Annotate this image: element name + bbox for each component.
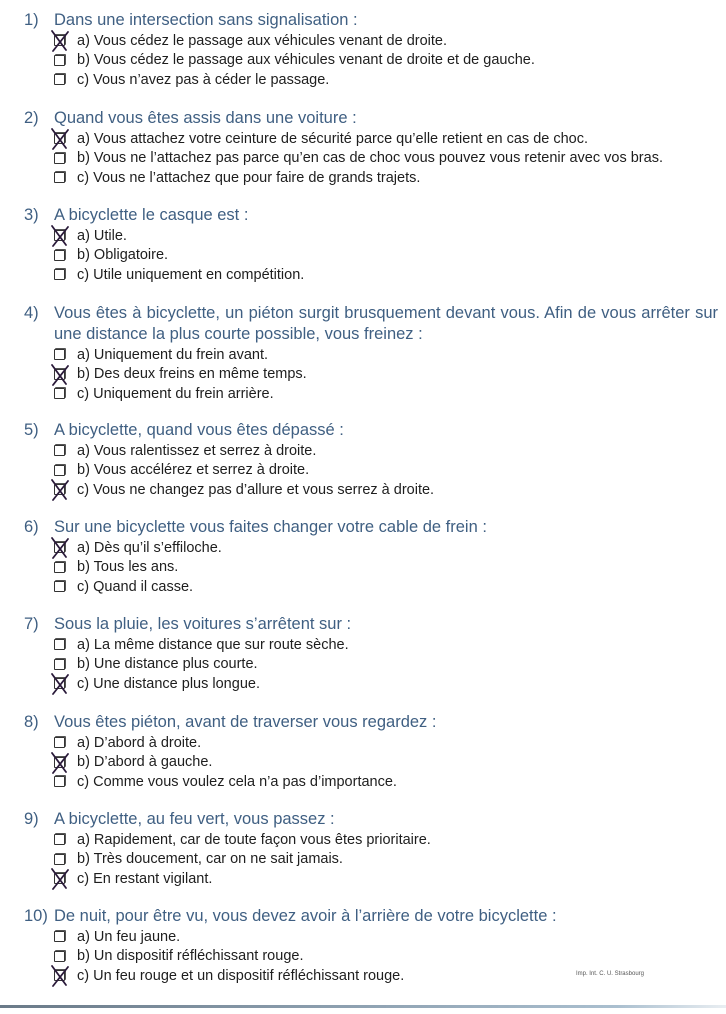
answer-option[interactable] [52, 31, 718, 51]
checkbox-icon[interactable] [54, 931, 65, 942]
question-text: A bicyclette le casque est : [54, 206, 249, 224]
answer-label: a) La même distance que sur route sèche. [77, 636, 349, 653]
printer-credit: Imp. Int. C. U. Strasbourg [575, 971, 644, 977]
question-number: 1) [24, 11, 39, 29]
answer-option[interactable] [52, 149, 718, 169]
question [24, 303, 718, 404]
answer-label: b) Obligatoire. [77, 247, 169, 264]
answer-label: a) Vous ralentissez et serrez à droite. [77, 442, 317, 459]
bottom-rule [0, 1005, 726, 1008]
checkbox-icon[interactable] [54, 153, 65, 164]
answer-label: c) Quand il casse. [77, 578, 194, 595]
question-text: Sur une bicyclette vous faites changer votre cable de frein : [54, 518, 487, 536]
answer-label: b) Vous accélérez et serrez à droite. [77, 462, 310, 479]
checked-box-icon[interactable] [54, 230, 65, 241]
answer-label: c) Un feu rouge et un dispositif réfléchissant rouge. [77, 967, 405, 984]
checkbox-icon[interactable] [54, 349, 65, 360]
handwritten-cross-icon [49, 751, 71, 775]
checked-box-icon[interactable] [54, 369, 65, 380]
checkbox-icon[interactable] [54, 55, 65, 66]
answer-label: c) En restant vigilant. [77, 870, 213, 887]
answer-label: b) Une distance plus courte. [77, 656, 258, 673]
answer-label: c) Vous ne l’attachez que pour faire de grands trajets. [77, 169, 421, 186]
question-number: 3) [24, 206, 39, 224]
question-heading [24, 809, 718, 830]
question-heading [24, 205, 718, 226]
checked-box-icon[interactable] [54, 542, 65, 553]
question [24, 420, 718, 500]
answer-option[interactable] [52, 538, 718, 558]
handwritten-cross-icon [49, 478, 71, 502]
handwritten-cross-icon [49, 867, 71, 891]
answer-option[interactable] [52, 558, 718, 578]
question-number: 8) [24, 713, 39, 731]
checkbox-icon[interactable] [54, 854, 65, 865]
answer-option[interactable] [52, 461, 718, 481]
answer-option[interactable] [52, 753, 718, 773]
checkbox-icon[interactable] [54, 659, 65, 670]
answer-option[interactable] [52, 70, 718, 90]
question-heading [24, 420, 718, 441]
answer-option[interactable] [52, 830, 718, 850]
answer-option[interactable] [52, 168, 718, 188]
answer-label: b) Très doucement, car on ne sait jamais. [77, 851, 343, 868]
question-number: 9) [24, 810, 39, 828]
answer-label: b) Vous cédez le passage aux véhicules venant de droite et de gauche. [77, 52, 535, 69]
question [24, 108, 718, 188]
checkbox-icon[interactable] [54, 445, 65, 456]
checked-box-icon[interactable] [54, 873, 65, 884]
answer-option[interactable] [52, 869, 718, 889]
question [24, 517, 718, 597]
question-number: 4) [24, 304, 39, 322]
question [24, 712, 718, 792]
question-heading [24, 10, 718, 31]
question-text: Vous êtes piéton, avant de traverser vous regardez : [54, 713, 437, 731]
checked-box-icon[interactable] [54, 35, 65, 46]
question-text: Dans une intersection sans signalisation : [54, 11, 358, 29]
checkbox-icon[interactable] [54, 737, 65, 748]
question [24, 205, 718, 285]
checkbox-icon[interactable] [54, 269, 65, 280]
answer-option[interactable] [52, 850, 718, 870]
answer-label: a) Uniquement du frein avant. [77, 346, 269, 363]
question-heading [24, 906, 718, 927]
checkbox-icon[interactable] [54, 74, 65, 85]
answer-option[interactable] [52, 365, 718, 385]
handwritten-cross-icon [49, 536, 71, 560]
answer-label: a) Rapidement, car de toute façon vous êtes prioritaire. [77, 831, 431, 848]
answer-option[interactable] [52, 246, 718, 266]
checked-box-icon[interactable] [54, 757, 65, 768]
answer-option[interactable] [52, 441, 718, 461]
answer-label: a) Un feu jaune. [77, 928, 181, 945]
handwritten-cross-icon [49, 127, 71, 151]
checked-box-icon[interactable] [54, 678, 65, 689]
checkbox-icon[interactable] [54, 951, 65, 962]
answer-label: b) Tous les ans. [77, 559, 179, 576]
checked-box-icon[interactable] [54, 133, 65, 144]
question-text: Quand vous êtes assis dans une voiture : [54, 109, 357, 127]
answer-option[interactable] [52, 927, 718, 947]
answer-label: a) Vous attachez votre ceinture de sécurité parce qu’elle retient en cas de choc. [77, 130, 589, 147]
question-heading [24, 303, 718, 345]
checkbox-icon[interactable] [54, 639, 65, 650]
question-number: 10) [24, 907, 48, 925]
answer-label: b) Des deux freins en même temps. [77, 366, 307, 383]
answer-option[interactable] [52, 265, 718, 285]
question-text: Sous la pluie, les voitures s’arrêtent sur : [54, 615, 352, 633]
answer-option[interactable] [52, 655, 718, 675]
question-heading [24, 108, 718, 129]
question-heading [24, 517, 718, 538]
question-number: 6) [24, 518, 39, 536]
answer-label: a) Utile. [77, 227, 127, 244]
question-text: A bicyclette, au feu vert, vous passez : [54, 810, 335, 828]
handwritten-cross-icon [49, 363, 71, 387]
checkbox-icon[interactable] [54, 388, 65, 399]
answer-label: c) Vous ne changez pas d’allure et vous serrez à droite. [77, 481, 435, 498]
handwritten-cross-icon [49, 29, 71, 53]
answer-label: c) Vous n’avez pas à céder le passage. [77, 71, 330, 88]
answer-option[interactable] [52, 129, 718, 149]
checkbox-icon[interactable] [54, 562, 65, 573]
answer-option[interactable] [52, 947, 718, 967]
handwritten-cross-icon [49, 224, 71, 248]
checked-box-icon[interactable] [54, 484, 65, 495]
checkbox-icon[interactable] [54, 172, 65, 183]
answer-label: a) Dès qu’il s’effiloche. [77, 539, 222, 556]
handwritten-cross-icon [49, 672, 71, 696]
answer-label: c) Une distance plus longue. [77, 675, 260, 692]
answer-label: a) D’abord à droite. [77, 734, 202, 751]
answer-option[interactable] [52, 480, 718, 500]
answer-option[interactable] [52, 635, 718, 655]
answer-label: c) Utile uniquement en compétition. [77, 266, 305, 283]
question-text: A bicyclette, quand vous êtes dépassé : [54, 421, 344, 439]
answer-option[interactable] [52, 674, 718, 694]
answer-label: a) Vous cédez le passage aux véhicules venant de droite. [77, 32, 447, 49]
question-number: 2) [24, 109, 39, 127]
question-number: 5) [24, 421, 39, 439]
question-text: De nuit, pour être vu, vous devez avoir à l’arrière de votre bicyclette : [54, 907, 557, 925]
question-heading [24, 712, 718, 733]
answer-option[interactable] [52, 384, 718, 404]
checkbox-icon[interactable] [54, 465, 65, 476]
checkbox-icon[interactable] [54, 834, 65, 845]
answer-label: b) Vous ne l’attachez pas parce qu’en cas de choc vous pouvez vous retenir avec vos bras. [77, 150, 663, 167]
answer-option[interactable] [52, 733, 718, 753]
question [24, 10, 718, 90]
answer-option[interactable] [52, 577, 718, 597]
answer-label: c) Comme vous voulez cela n’a pas d’importance. [77, 773, 397, 790]
question-text: Vous êtes à bicyclette, un piéton surgit brusquement devant vous. Afin de vous arrêter sur une distance la plus courte possible, vous freinez : [54, 304, 718, 343]
question [24, 614, 718, 694]
answer-option[interactable] [52, 51, 718, 71]
question [24, 809, 718, 889]
handwritten-cross-icon [49, 964, 71, 988]
checked-box-icon[interactable] [54, 970, 65, 981]
answer-option[interactable] [52, 226, 718, 246]
question-heading [24, 614, 718, 635]
checkbox-icon[interactable] [54, 250, 65, 261]
answer-option[interactable] [52, 345, 718, 365]
answer-label: c) Uniquement du frein arrière. [77, 385, 274, 402]
checkbox-icon[interactable] [54, 776, 65, 787]
question-number: 7) [24, 615, 39, 633]
answer-option[interactable] [52, 772, 718, 792]
checkbox-icon[interactable] [54, 581, 65, 592]
answer-label: b) D’abord à gauche. [77, 754, 213, 771]
answer-label: b) Un dispositif réfléchissant rouge. [77, 948, 304, 965]
